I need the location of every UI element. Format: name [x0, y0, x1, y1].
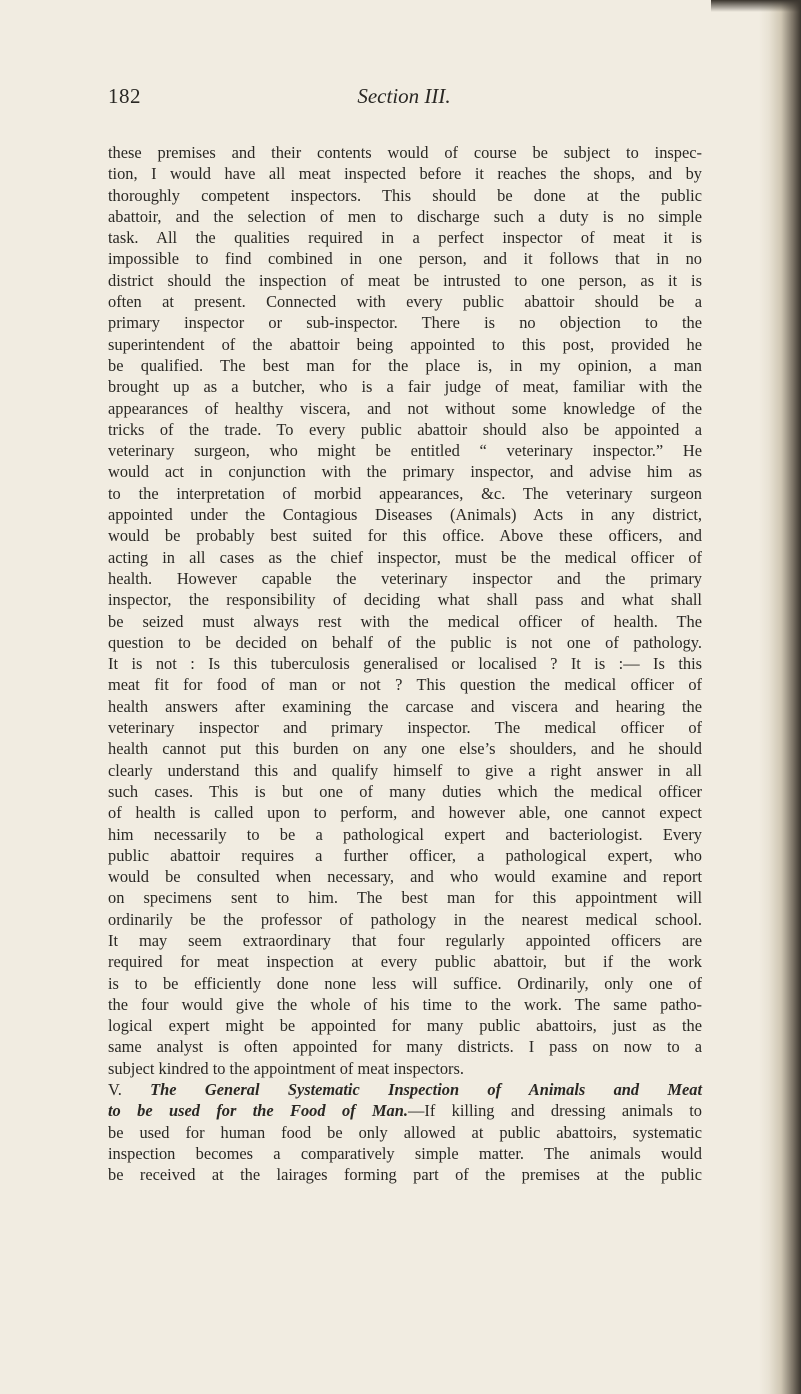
text-line: such cases. This is but one of many duties which the medical officer — [108, 781, 702, 801]
section-first-line-text: —If killing and dressing animals to — [407, 1101, 702, 1121]
section-heading-line — [108, 1079, 702, 1100]
text-line: same analyst is often appointed for many districts. I pass on now to a — [108, 1037, 702, 1057]
text-line: It may seem extraordinary that four regularly appointed officers are — [108, 930, 702, 950]
text-line: required for meat inspection at every public abattoir, but if the work — [108, 952, 702, 972]
page-edge-shadow — [759, 0, 801, 1394]
section-title-continued: to be used for the Food of Man. — [108, 1101, 408, 1121]
text-line: inspector, the responsibility of deciding what shall pass and what shall — [108, 590, 702, 610]
text-line: tricks of the trade. To every public abattoir should also be appointed a — [108, 419, 702, 439]
text-line: impossible to find combined in one person, and it follows that in no — [108, 249, 702, 269]
text-line: the four would give the whole of his time to the work. The same patho- — [108, 994, 702, 1014]
paragraph — [108, 142, 702, 1079]
text-line: these premises and their contents would of course be subject to inspec- — [108, 143, 702, 162]
running-head: Section III. — [357, 84, 451, 108]
text-line: would be probably best suited for this office. Above these officers, and — [108, 526, 702, 546]
text-line: health cannot put this burden on any one else’s shoulders, and he should — [108, 739, 702, 759]
section-number: V. — [108, 1080, 122, 1100]
text-line: It is not : Is this tuberculosis generalised or localised ? It is :— Is this — [108, 654, 702, 674]
text-line: meat fit for food of man or not ? This question the medical officer of — [108, 675, 702, 695]
page-number: 182 — [108, 84, 141, 108]
text-line: be seized must always rest with the medical officer of health. The — [108, 611, 702, 631]
text-line: would act in conjunction with the primary inspector, and advise him as — [108, 462, 702, 482]
text-line: veterinary surgeon, who might be entitled “ veterinary inspector.” He — [108, 441, 702, 461]
text-line: primary inspector or sub-inspector. There is no objection to the — [108, 313, 702, 333]
text-line: logical expert might be appointed for many public abattoirs, just as the — [108, 1016, 702, 1036]
body-text — [108, 142, 702, 1186]
text-line: tion, I would have all meat inspected before it reaches the shops, and by — [108, 164, 702, 184]
text-line: brought up as a butcher, who is a fair judge of meat, familiar with the — [108, 377, 702, 397]
text-line: to the interpretation of morbid appearances, &c. The veterinary surgeon — [108, 483, 702, 503]
text-line: veterinary inspector and primary inspector. The medical officer of — [108, 718, 702, 738]
text-line: appearances of healthy viscera, and not without some knowledge of the — [108, 398, 702, 418]
section-paragraph — [108, 1122, 702, 1186]
text-line: health. However capable the veterinary inspector and the primary — [108, 568, 702, 588]
page-header — [108, 84, 700, 118]
text-line: superintendent of the abattoir being appointed to this post, provided he — [108, 334, 702, 354]
text-line: be qualified. The best man for the place is, in my opinion, a man — [108, 355, 702, 375]
text-line: thoroughly competent inspectors. This should be done at the public — [108, 185, 702, 205]
page-corner-shadow — [711, 0, 801, 12]
text-line: ordinarily be the professor of pathology in the nearest medical school. — [108, 909, 702, 929]
text-line: clearly understand this and qualify himself to give a right answer in all — [108, 760, 702, 780]
text-line: acting in all cases as the chief inspector, must be the medical officer of — [108, 547, 702, 567]
text-line: would be consulted when necessary, and who would examine and report — [108, 867, 702, 887]
text-line: be used for human food be only allowed at public abattoirs, systematic — [108, 1122, 702, 1142]
text-line: on specimens sent to him. The best man for this appointment will — [108, 888, 702, 908]
text-line: is to be efficiently done none less will suffice. Ordinarily, only one of — [108, 973, 702, 993]
text-line: abattoir, and the selection of men to discharge such a duty is no simple — [108, 206, 702, 226]
text-line: task. All the qualities required in a perfect inspector of meat it is — [108, 228, 702, 248]
text-line: question to be decided on behalf of the public is not one of pathology. — [108, 632, 702, 652]
text-line: be received at the lairages forming part of the premises at the public — [108, 1165, 702, 1185]
text-line: subject kindred to the appointment of meat inspectors. — [108, 1058, 464, 1078]
text-line: public abattoir requires a further officer, a pathological expert, who — [108, 845, 702, 865]
section-heading-line — [108, 1100, 702, 1121]
text-line: inspection becomes a comparatively simple matter. The animals would — [108, 1143, 702, 1163]
text-line: of health is called upon to perform, and however able, one cannot expect — [108, 803, 702, 823]
text-line: often at present. Connected with every public abattoir should be a — [108, 292, 702, 312]
text-line: him necessarily to be a pathological expert and bacteriologist. Every — [108, 824, 702, 844]
text-line: appointed under the Contagious Diseases (Animals) Acts in any district, — [108, 505, 702, 525]
section-title: The General Systematic Inspection of Animals and Meat — [150, 1080, 702, 1100]
text-line: district should the inspection of meat be intrusted to one person, as it is — [108, 270, 702, 290]
text-line: health answers after examining the carcase and viscera and hearing the — [108, 696, 702, 716]
